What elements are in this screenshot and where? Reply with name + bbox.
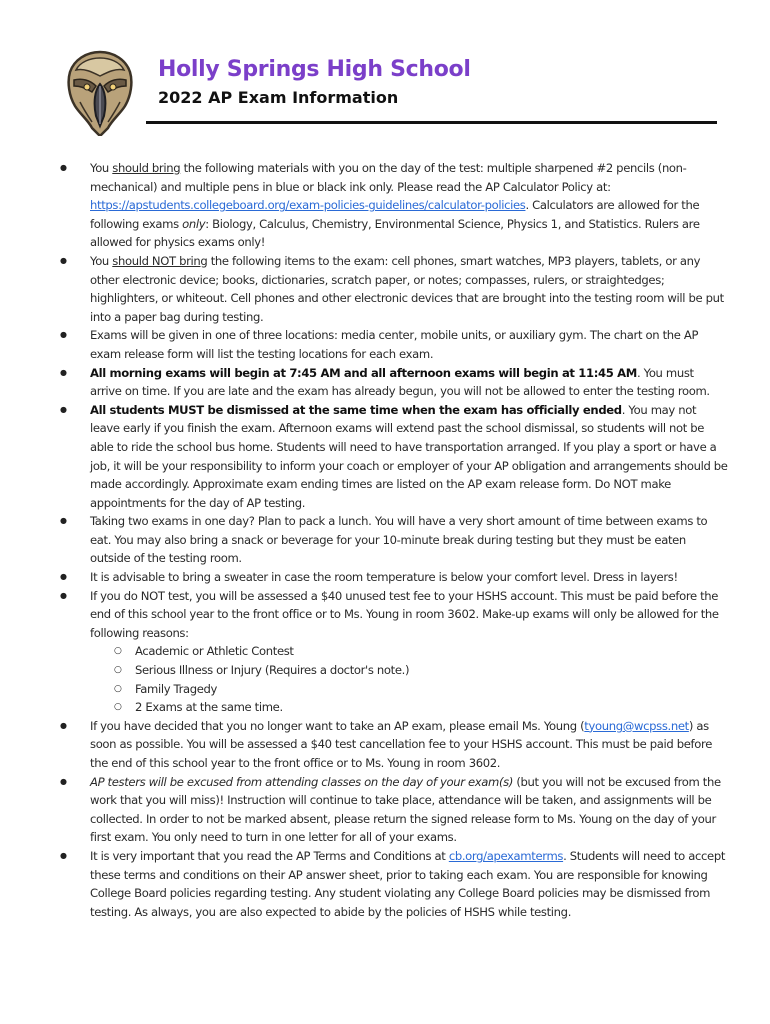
sub-item-reason: ○ 2 Exams at the same time. xyxy=(90,698,728,717)
sub-item-reason: ○ Academic or Athletic Contest xyxy=(90,642,728,661)
list-item-dismissal: ● All students MUST be dismissed at the same time when the exam has officially ended. You may not leave early if you finish the exam. Afternoon exams will extend past the school dismissal, so students will not be able to ride the school bus home. Students will need to have transportation arranged. If you play a sport or have a job, it will be your responsibility to inform your coach or employer of your AP obligation and arrangements should be made accordingly. Approximate exam ending times are listed on the AP exam release form. Do NOT make appointments for the day of AP testing. xyxy=(90,401,728,513)
list-item-locations: ● Exams will be given in one of three locations: media center, mobile units, or auxiliary gym. The chart on the AP exam release form will list the testing locations for each exam. xyxy=(90,326,728,363)
list-item-terms: ● It is very important that you read the AP Terms and Conditions at cb.org/apexamterms. Students will need to accept these terms and conditions on their AP answer sheet, prior to taking each exam. You are responsible for knowing College Board policies regarding testing. Any student violating any College Board policies may be dismissed from testing. As always, you are also expected to abide by the policies of HSHS while testing. xyxy=(90,847,728,921)
sub-item-reason: ○ Serious Illness or Injury (Requires a doctor's note.) xyxy=(90,661,728,680)
list-item-start-times: ● All morning exams will begin at 7:45 AM and all afternoon exams will begin at 11:45 AM. You must arrive on time. If you are late and the exam has already begun, you will not be allowed to enter the testing room. xyxy=(90,364,728,401)
school-mascot-logo xyxy=(66,50,134,136)
calculator-policy-link[interactable]: https://apstudents.collegeboard.org/exam-policies-guidelines/calculator-policies xyxy=(90,198,526,213)
list-item-materials: ● You should bring the following materials with you on the day of the test: multiple sharpened #2 pencils (non-mechanical) and multiple pens in blue or black ink only. Please read the AP Calculator Policy at: https://apstudents.collegeboard.org/exam-policies-guidelines/calculator-policies. Calculators are allowed for the following exams only: Biology, Calculus, Chemistry, Environmental Science, Physics 1, and Statistics. Rulers are allowed for physics exams only! xyxy=(90,159,728,252)
list-item-prohibited: ● You should NOT bring the following items to the exam: cell phones, smart watches, MP3 players, tablets, or any other electronic device; books, dictionaries, scratch paper, or notes; compasses, rulers, or straightedges; highlighters, or whiteout. Cell phones and other electronic devices that are brought into the testing room will be put into a paper bag during testing. xyxy=(90,252,728,326)
email-link[interactable]: tyoung@wcpss.net xyxy=(584,718,689,733)
list-item-sweater: ● It is advisable to bring a sweater in case the room temperature is below your comfort level. Dress in layers! xyxy=(90,568,728,587)
header-divider xyxy=(146,121,717,124)
list-item-cancellation: ● If you have decided that you no longer want to take an AP exam, please email Ms. Young (tyoung@wcpss.net) as soon as possible. You will be assessed a $40 test cancellation fee to your HSHS account. This must be paid before the end of this school year to the front office or to Ms. Young in room 3602. xyxy=(90,717,728,773)
info-list xyxy=(90,159,728,921)
list-item-lunch: ● Taking two exams in one day? Plan to pack a lunch. You will have a very short amount of time between exams to eat. You may also bring a snack or beverage for your 10-minute break during testing but they must be eaten outside of the testing room. xyxy=(90,512,728,568)
list-item-excused: ● AP testers will be excused from attending classes on the day of your exam(s) (but you will not be excused from the work that you will miss)! Instruction will continue to take place, attendance will be taken, and assignments will be collected. In order to not be marked absent, please return the signed release form to Ms. Young on the day of your first exam. You only need to turn in one letter for all of your exams. xyxy=(90,773,728,847)
page-subtitle: 2022 AP Exam Information xyxy=(158,88,399,107)
sub-item-reason: ○ Family Tragedy xyxy=(90,680,728,699)
school-title: Holly Springs High School xyxy=(158,57,471,82)
list-item-unused-fee: ● If you do NOT test, you will be assessed a $40 unused test fee to your HSHS account. This must be paid before the end of this school year to the front office or to Ms. Young in room 3602. Make-up exams will only be allowed for the following reasons: xyxy=(90,587,728,643)
terms-link[interactable]: cb.org/apexamterms xyxy=(448,848,564,863)
